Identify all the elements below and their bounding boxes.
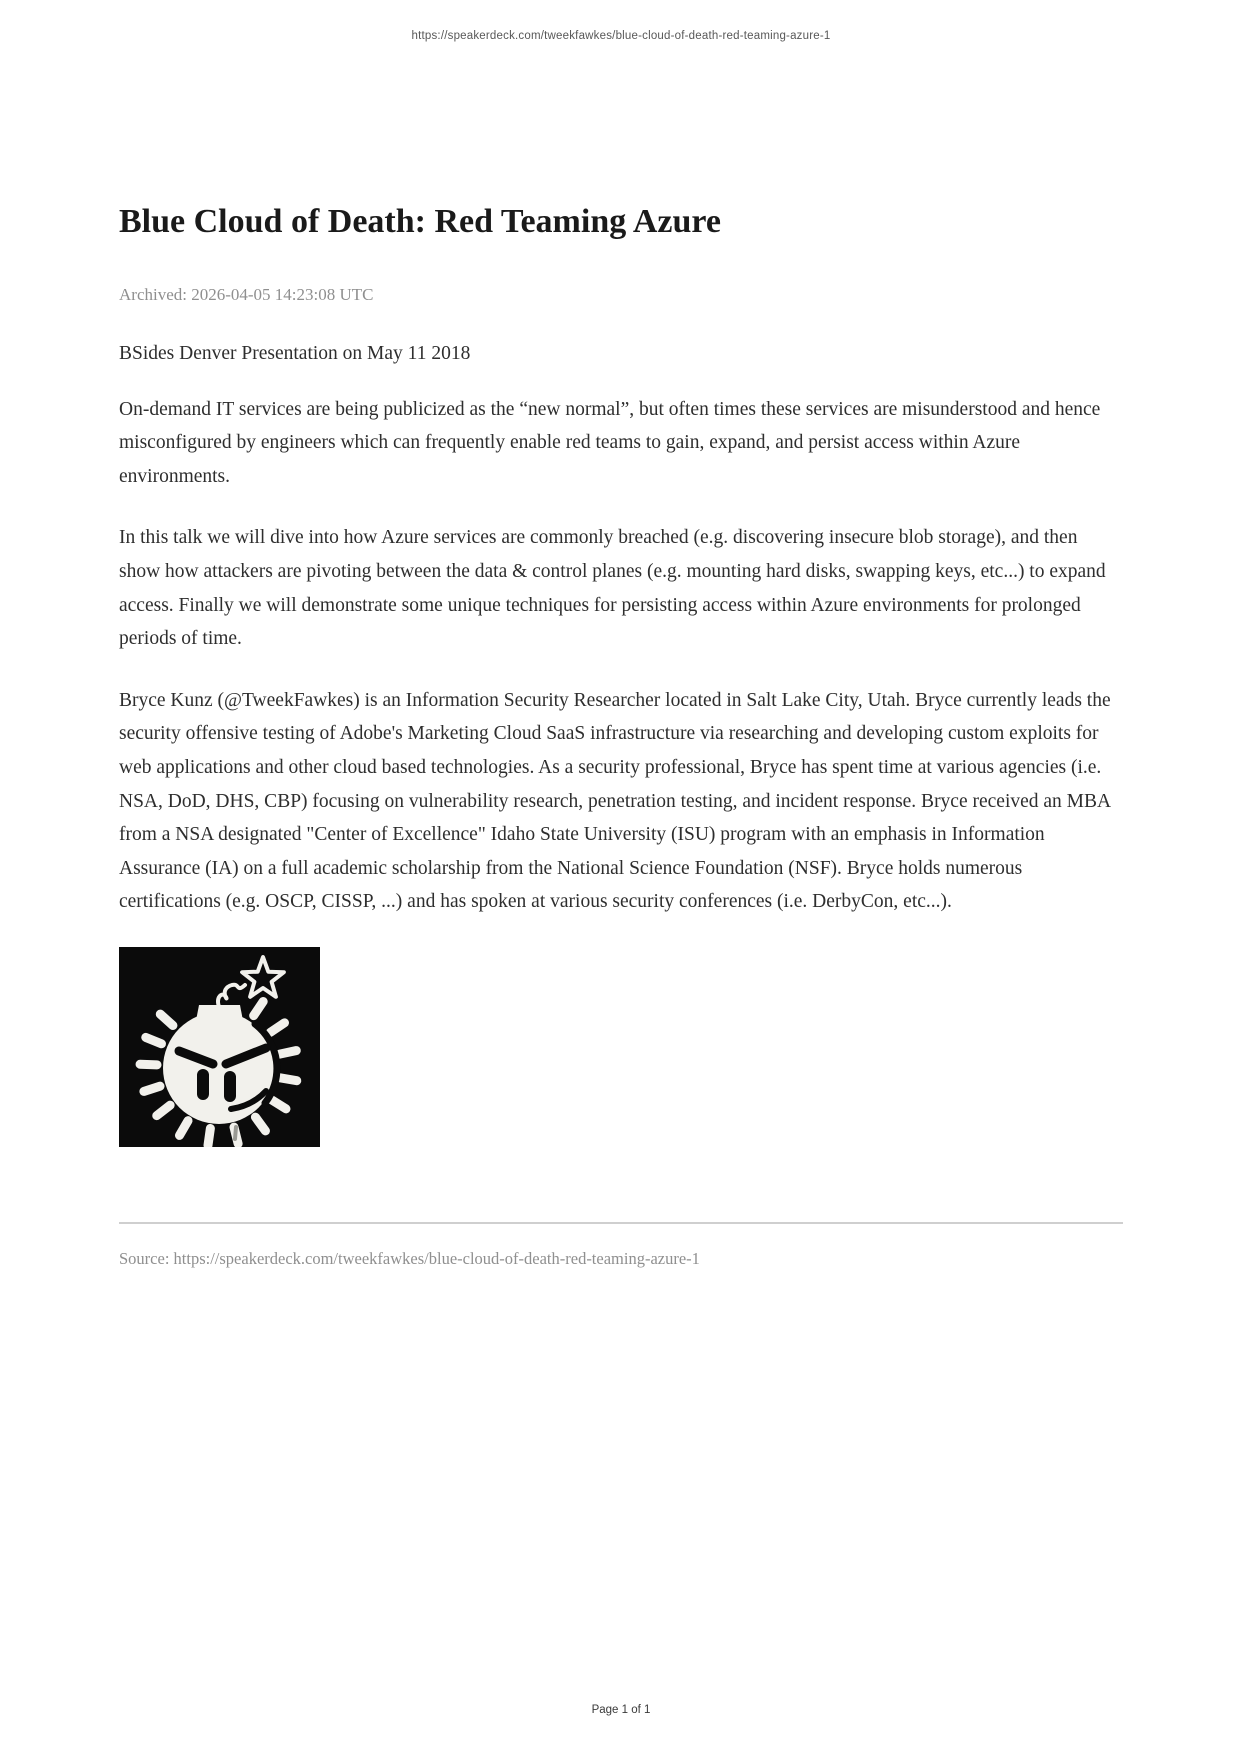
archived-timestamp: Archived: 2026-04-05 14:23:08 UTC [119, 285, 374, 304]
source-url-line: Source: https://speakerdeck.com/tweekfawkes/blue-cloud-of-death-red-teaming-azure-1 [119, 1248, 700, 1268]
angry-bomb-logo-image [119, 947, 320, 1147]
presentation-subtitle: BSides Denver Presentation on May 11 2018 [119, 343, 471, 364]
abstract-paragraph-2: In this talk we will dive into how Azure services are commonly breached (e.g. discovering insecure blob storage), and then show how attackers are pivoting between the data & control planes (e.g. mounting hard disks, swapping keys, etc...) to expand access. Finally we will demonstrate some unique techniques for persisting access within Azure environments for prolonged periods of time. [119, 527, 1106, 650]
article-content [119, 0, 1123, 1269]
abstract-paragraph-1: On-demand IT services are being publicized as the “new normal”, but often times these services are misunderstood and hence misconfigured by engineers which can frequently enable red teams to gain, expand, and persist access within Azure environments. [119, 398, 1101, 487]
divider-rule [119, 1222, 1123, 1224]
page-title: Blue Cloud of Death: Red Teaming Azure [119, 203, 721, 240]
page-number-footer: Page 1 of 1 [591, 1704, 651, 1716]
angry-bomb-icon [119, 947, 320, 1147]
speaker-bio-paragraph: Bryce Kunz (@TweekFawkes) is an Information Security Researcher located in Salt Lake City, Utah. Bryce currently leads the security offensive testing of Adobe's Marketing Cloud SaaS infrastructure via researching and developing custom exploits for web applications and other cloud based technologies. As a security professional, Bryce has spent time at various agencies (i.e. NSA, DoD, DHS, CBP) focusing on vulnerability research, penetration testing, and incident response. Bryce received an MBA from a NSA designated "Center of Excellence" Idaho State University (ISU) program with an emphasis in Information Assurance (IA) on a full academic scholarship from the National Science Foundation (NSF). Bryce holds numerous certifications (e.g. OSCP, CISSP, ...) and has spoken at various security conferences (i.e. DerbyCon, etc...). [119, 689, 1111, 913]
header-source-url: https://speakerdeck.com/tweekfawkes/blue-cloud-of-death-red-teaming-azure-1 [411, 30, 831, 42]
